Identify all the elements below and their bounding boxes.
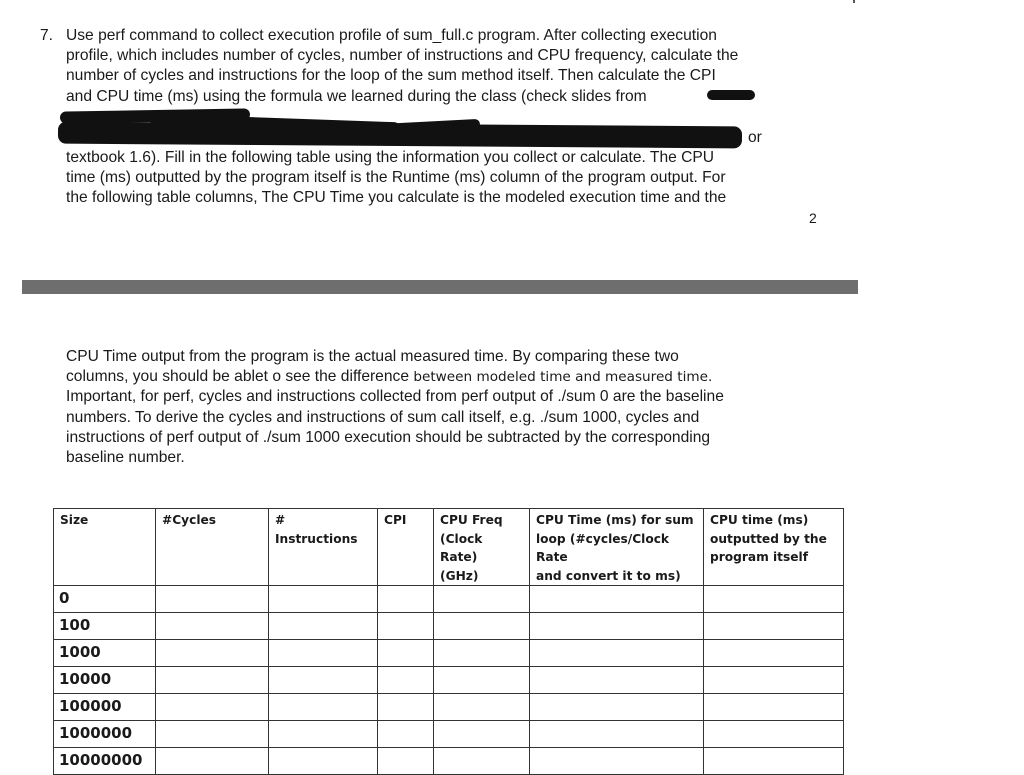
header-size bbox=[54, 509, 156, 586]
text-segment: between modeled time and measured time. bbox=[413, 369, 713, 386]
text-segment: columns, you should be ablet o see the difference bbox=[66, 368, 414, 386]
cpu-time-measured-cell[interactable] bbox=[704, 667, 844, 694]
table-row bbox=[54, 667, 844, 694]
cpu-freq-cell[interactable] bbox=[434, 613, 530, 640]
header-line: program itself bbox=[710, 550, 809, 564]
text-line: Use perf command to collect execution profile of sum_full.c program. After collecting execution bbox=[66, 27, 717, 44]
cpu-time-measured-cell[interactable] bbox=[704, 613, 844, 640]
text-line: the following table columns, The CPU Time you calculate is the modeled execution time and the bbox=[66, 189, 727, 207]
cpu-time-modeled-cell[interactable] bbox=[530, 640, 704, 667]
size-cell: 1000 bbox=[54, 640, 156, 667]
cpu-time-measured-cell[interactable] bbox=[704, 748, 844, 775]
text-line: profile, which includes number of cycles, number of instructions and CPU frequency, calculate the bbox=[66, 47, 739, 65]
text-line: number of cycles and instructions for the loop of the sum method itself. Then calculate the CPI bbox=[66, 67, 716, 85]
question-paragraph-2 bbox=[66, 148, 726, 209]
cpi-cell[interactable] bbox=[378, 694, 434, 721]
table-row bbox=[54, 613, 844, 640]
header-cpu-freq bbox=[434, 509, 530, 586]
cpi-cell[interactable] bbox=[378, 721, 434, 748]
cpi-cell[interactable] bbox=[378, 586, 434, 613]
redaction-mark bbox=[707, 90, 755, 100]
size-cell: 0 bbox=[54, 586, 156, 613]
text-line: CPU Time output from the program is the actual measured time. By comparing these two bbox=[66, 348, 679, 365]
instructions-cell[interactable] bbox=[269, 694, 378, 721]
cycles-cell[interactable] bbox=[156, 667, 269, 694]
size-cell: 10000000 bbox=[54, 748, 156, 775]
size-cell: 10000 bbox=[54, 667, 156, 694]
text-line: time (ms) outputted by the program itself is the Runtime (ms) column of the program output. For bbox=[66, 169, 726, 187]
or-text: or bbox=[748, 129, 762, 146]
question-number: 7. bbox=[40, 27, 54, 44]
results-table bbox=[53, 508, 844, 775]
text-line: Important, for perf, cycles and instructions collected from perf output of ./sum 0 are the baseline bbox=[66, 388, 724, 406]
instructions-cell[interactable] bbox=[269, 613, 378, 640]
header-line: CPU Time (ms) for sum bbox=[536, 513, 694, 527]
cpu-time-measured-cell[interactable] bbox=[704, 640, 844, 667]
cycles-cell[interactable] bbox=[156, 694, 269, 721]
cpu-time-modeled-cell[interactable] bbox=[530, 694, 704, 721]
cpu-time-modeled-cell[interactable] bbox=[530, 721, 704, 748]
table-header-row bbox=[54, 509, 844, 586]
cpu-time-modeled-cell[interactable] bbox=[530, 613, 704, 640]
cycles-cell[interactable] bbox=[156, 721, 269, 748]
cpu-time-modeled-cell[interactable] bbox=[530, 748, 704, 775]
cpu-time-modeled-cell[interactable] bbox=[530, 667, 704, 694]
cpi-cell[interactable] bbox=[378, 748, 434, 775]
instructions-cell[interactable] bbox=[269, 640, 378, 667]
text-line: baseline number. bbox=[66, 449, 185, 467]
question-paragraph-1 bbox=[66, 26, 738, 107]
instructions-cell[interactable] bbox=[269, 667, 378, 694]
instructions-cell[interactable] bbox=[269, 586, 378, 613]
header-line: Size bbox=[60, 513, 89, 527]
header-cpu-time-modeled bbox=[530, 509, 704, 586]
header-cpi bbox=[378, 509, 434, 586]
header-cycles bbox=[156, 509, 269, 586]
cpu-freq-cell[interactable] bbox=[434, 694, 530, 721]
cpu-time-measured-cell[interactable] bbox=[704, 721, 844, 748]
table-row bbox=[54, 640, 844, 667]
cpi-cell[interactable] bbox=[378, 613, 434, 640]
text-line: and CPU time (ms) using the formula we learned during the class (check slides from bbox=[66, 87, 647, 105]
header-line: and convert it to ms) bbox=[536, 568, 681, 583]
header-line: CPI bbox=[384, 513, 407, 527]
cpu-time-measured-cell[interactable] bbox=[704, 586, 844, 613]
cpu-time-measured-cell[interactable] bbox=[704, 694, 844, 721]
header-line: CPU Freq bbox=[440, 513, 503, 527]
header-line: outputted by the bbox=[710, 531, 827, 546]
cpu-time-modeled-cell[interactable] bbox=[530, 586, 704, 613]
table-row bbox=[54, 721, 844, 748]
cpi-cell[interactable] bbox=[378, 640, 434, 667]
header-line: #Cycles bbox=[162, 513, 217, 527]
cycles-cell[interactable] bbox=[156, 613, 269, 640]
table-row bbox=[54, 586, 844, 613]
size-cell: 1000000 bbox=[54, 721, 156, 748]
header-line: CPU time (ms) bbox=[710, 513, 809, 527]
cycles-cell[interactable] bbox=[156, 586, 269, 613]
header-line: # Instructions bbox=[275, 513, 358, 546]
text-line: instructions of perf output of ./sum 1000 execution should be subtracted by the corresponding bbox=[66, 428, 711, 446]
page-corner-mark bbox=[853, 0, 855, 3]
page-break-divider bbox=[22, 280, 858, 294]
header-cpu-time-measured bbox=[704, 509, 844, 586]
instructions-cell[interactable] bbox=[269, 748, 378, 775]
size-cell: 100000 bbox=[54, 694, 156, 721]
text-line: numbers. To derive the cycles and instructions of sum call itself, e.g. ./sum 1000, cycles and bbox=[66, 408, 700, 426]
instructions-cell[interactable] bbox=[269, 721, 378, 748]
table-row bbox=[54, 748, 844, 775]
cycles-cell[interactable] bbox=[156, 748, 269, 775]
cpu-freq-cell[interactable] bbox=[434, 586, 530, 613]
cpu-freq-cell[interactable] bbox=[434, 748, 530, 775]
page-number: 2 bbox=[809, 210, 817, 226]
text-line bbox=[66, 367, 724, 387]
text-line: textbook 1.6). Fill in the following table using the information you collect or calculate. The CPU bbox=[66, 149, 715, 166]
header-line: (Clock Rate) bbox=[440, 531, 483, 564]
table-row bbox=[54, 694, 844, 721]
size-cell: 100 bbox=[54, 613, 156, 640]
cpi-cell[interactable] bbox=[378, 667, 434, 694]
cpu-freq-cell[interactable] bbox=[434, 640, 530, 667]
header-line: loop (#cycles/Clock Rate bbox=[536, 531, 670, 564]
question-paragraph-3 bbox=[66, 347, 724, 468]
cpu-freq-cell[interactable] bbox=[434, 721, 530, 748]
cpu-freq-cell[interactable] bbox=[434, 667, 530, 694]
header-instructions bbox=[269, 509, 378, 586]
header-line: (GHz) bbox=[440, 568, 479, 583]
cycles-cell[interactable] bbox=[156, 640, 269, 667]
